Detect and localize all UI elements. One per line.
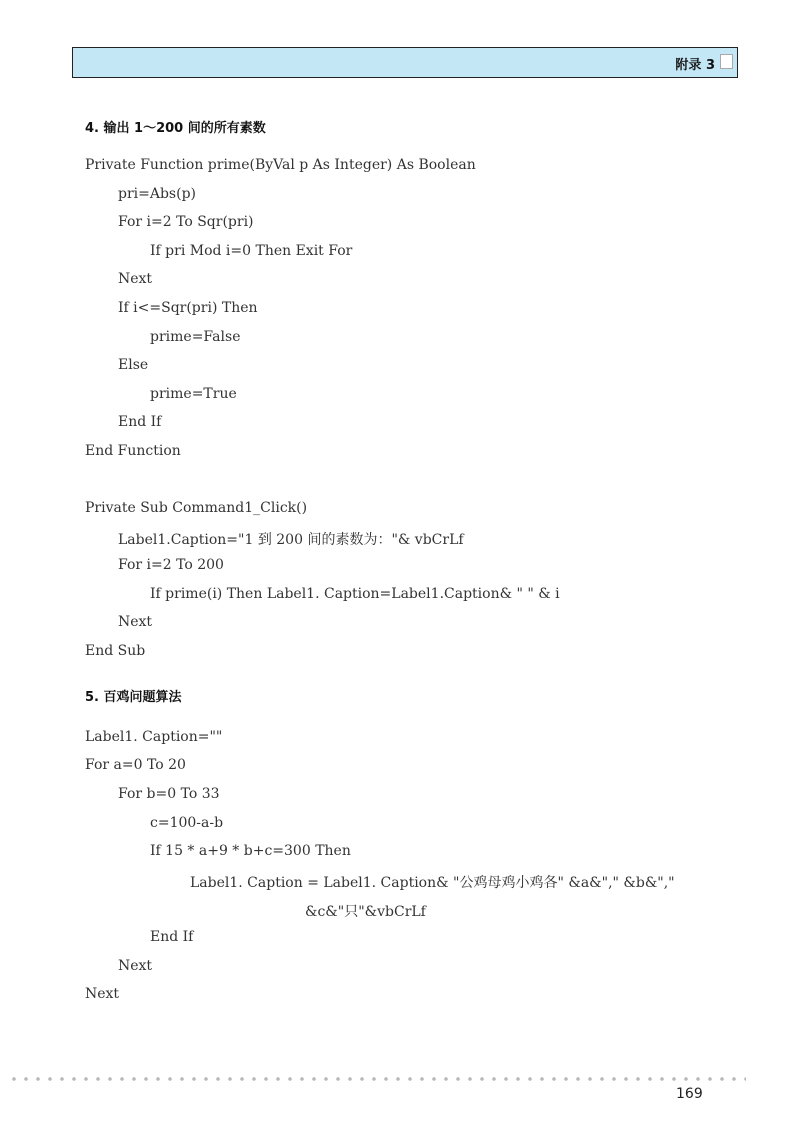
running-header-bar	[72, 47, 738, 78]
code-line: Private Function prime(ByVal p As Integer) As Boolean	[85, 157, 476, 173]
code-line: &c&"只"&vbCrLf	[305, 904, 426, 920]
code-line: Label1.Caption="1 到 200 间的素数为："& vbCrLf	[118, 532, 464, 548]
footer-dotted-rule	[8, 1076, 746, 1082]
code-line: Next	[118, 271, 153, 287]
code-line: Private Sub Command1_Click()	[85, 500, 308, 516]
code-line: prime=True	[150, 386, 237, 402]
code-line: prime=False	[150, 329, 241, 345]
code-line: End If	[150, 929, 194, 945]
section-heading-hundred-chickens: 5. 百鸡问题算法	[85, 690, 182, 705]
code-line: Next	[118, 614, 153, 630]
code-line: For i=2 To Sqr(pri)	[118, 214, 254, 230]
header-square-icon	[720, 54, 733, 69]
section-heading-primes: 4. 输出 1～200 间的所有素数	[85, 121, 266, 136]
code-line: If i<=Sqr(pri) Then	[118, 300, 258, 316]
code-line: c=100-a-b	[150, 815, 224, 831]
code-line: Label1. Caption = Label1. Caption& "公鸡母鸡小鸡各" &a&"," &b&","	[190, 875, 675, 891]
page-number: 169	[676, 1086, 703, 1102]
code-line: Label1. Caption=""	[85, 729, 223, 745]
code-line: For b=0 To 33	[118, 786, 220, 802]
code-line: For i=2 To 200	[118, 557, 224, 573]
code-line: Next	[85, 986, 120, 1002]
running-header-label: 附录 3	[675, 58, 715, 73]
code-line: If 15 * a+9 * b+c=300 Then	[150, 843, 351, 859]
code-line: End Sub	[85, 643, 146, 659]
code-line: If prime(i) Then Label1. Caption=Label1.Caption& " " & i	[150, 586, 560, 602]
code-line: pri=Abs(p)	[118, 186, 197, 202]
code-line: If pri Mod i=0 Then Exit For	[150, 243, 353, 259]
code-line: End If	[118, 414, 162, 430]
code-line: Next	[118, 958, 153, 974]
code-line: For a=0 To 20	[85, 757, 186, 773]
code-line: Else	[118, 357, 149, 373]
code-line: End Function	[85, 443, 181, 459]
